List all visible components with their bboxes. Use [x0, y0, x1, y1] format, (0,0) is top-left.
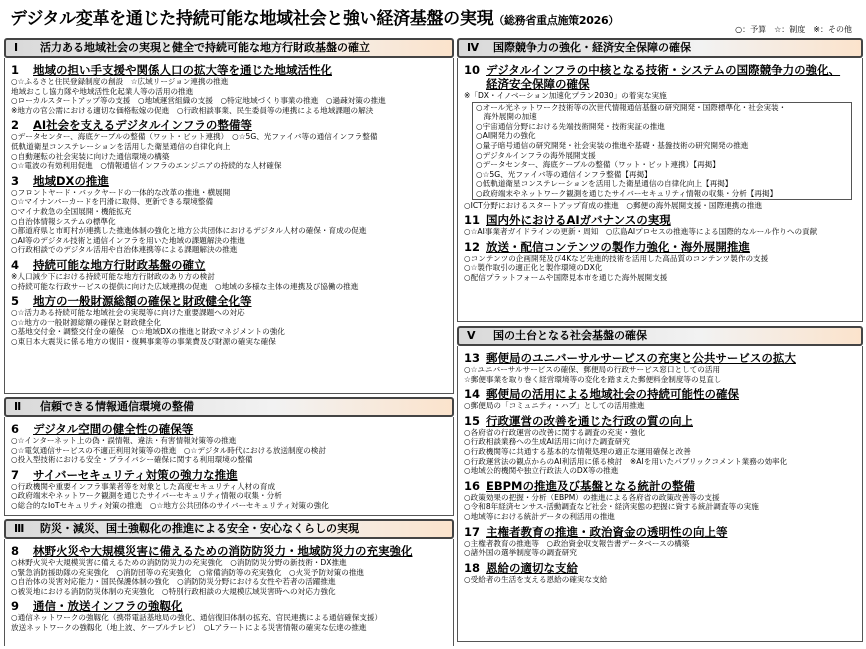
- topic-18-num: 18: [464, 560, 481, 575]
- topic-17-num: 17: [464, 524, 481, 539]
- topic-5-num: 5: [11, 294, 20, 309]
- section-1-num: Ⅰ: [14, 41, 19, 54]
- section-4: [457, 38, 863, 322]
- topic-4-title: 持続可能な地方行財政基盤の確立: [33, 257, 206, 272]
- list-item: ○マイナ救急の全国展開・機能拡充: [11, 206, 132, 216]
- list-item: ○☆インターネット上の偽・誤情報、違法・有害情報対策等の推進: [11, 436, 237, 445]
- section-3-label: 防災・減災、国土強靱化の推進による安全・安心なくらしの実現: [40, 522, 359, 535]
- list-item: ○低軌道衛星コンステレーションを活用した衛星通信の自律化向上【再掲】: [476, 179, 733, 189]
- topic-11-title: 国内外におけるAIガバナンスの実現: [486, 213, 671, 228]
- topic-18-title: 恩給の適切な支給: [486, 560, 578, 575]
- topic-13-title: 郵便局のユニバーサルサービスの充実と公共サービスの拡大: [486, 351, 796, 365]
- list-item: ○諸外国の選挙制度等の調査研究: [464, 548, 577, 558]
- list-item: ○行政機関や重要インフラ事業者等を対象とした高度セキュリティ人材の育成: [11, 481, 276, 491]
- topic-17-title: 主権者教育の推進・政治資金の透明性の向上等: [486, 524, 728, 539]
- topic-10-boxed-items: [472, 102, 852, 200]
- topic-5-items: [11, 308, 449, 346]
- topic-1-heading: [11, 63, 449, 77]
- list-item: 海外展開の加速: [476, 112, 537, 122]
- list-item: ○☆電気通信サービスの不適正利用対策等の推進 ○☆デジタル時代における放送制度の検討: [11, 445, 326, 455]
- list-item: ○オール光ネットワーク技術等の次世代情報通信基盤の研究開発・国際標準化・社会実装・: [476, 102, 787, 112]
- list-item: ○☆AI事業者ガイドラインの更新・周知 ○広島AIプロセスの推進等による国際的なルール作りへの貢献: [464, 227, 818, 237]
- section-1-body: [4, 58, 454, 394]
- topic-6-heading: [11, 422, 449, 436]
- topic-11-heading: [464, 213, 858, 227]
- list-item: ○林野火災や大規模災害に備えるための消防防災力の充実強化 ○消防防災分野の新技術・DX推進: [11, 558, 347, 567]
- list-item: ○政策効果の把握・分析（EBPM）の推進による各府省の政策改善等の支援: [464, 492, 720, 502]
- section-3: [4, 519, 454, 646]
- list-item: ※地方の官公需における適切な価格転嫁の促進 ○行政相談事業、民生委員等の連携による地域課題の解決: [11, 105, 374, 115]
- section-2: [4, 397, 454, 516]
- section-2-num: Ⅱ: [14, 400, 22, 413]
- topic-9-title: 通信・放送インフラの強靱化: [33, 599, 183, 614]
- topic-2-heading: [11, 118, 449, 132]
- topic-16-heading: [464, 479, 858, 493]
- list-item: ☆郵便事業を取り巻く経営環境等の変化を踏まえた郵便料金制度等の見直し: [464, 374, 722, 384]
- list-item: ○ICT分野におけるスタートアップ育成の推進 ○郵便の海外展開支援・国際連携の推進: [464, 200, 763, 210]
- topic-7-heading: [11, 468, 449, 482]
- topic-16-num: 16: [464, 478, 481, 493]
- topic-15-items: [464, 428, 858, 476]
- list-item: ○各府省の行政運営の改善に関する調査の充実・強化: [464, 427, 646, 437]
- list-item: ○データセンター、海底ケーブルの整備（ワット・ビット連携） ○☆5G、光ファイバ等の通信インフラ整備: [11, 132, 378, 142]
- topic-4-items: [11, 272, 449, 291]
- section-4-num: Ⅳ: [467, 41, 480, 54]
- topic-9-num: 9: [11, 599, 20, 614]
- topic-2-num: 2: [11, 118, 20, 133]
- topic-10-num: 10: [464, 63, 481, 77]
- list-item: ○☆ユニバーサルサービスの確保、郵便局の行政サービス窓口としての活用: [464, 365, 721, 374]
- topic-6-items: [11, 436, 449, 465]
- list-item: ○☆電波の有効利用促進 ○情報通信インフラのエンジニアの持続的な人材確保: [11, 161, 282, 171]
- list-item: ○行政相談でのデジタル活用や自治体連携等による課題解決の推進: [11, 245, 238, 255]
- list-item: ○☆ふるさと住民登録制度の創設 ☆広域リージョン連携の推進: [11, 77, 229, 86]
- section-5-num: Ⅴ: [467, 329, 476, 342]
- section-3-num: Ⅲ: [14, 522, 25, 535]
- topic-3-num: 3: [11, 173, 20, 188]
- topic-17-heading: [464, 525, 858, 539]
- topic-9-heading: [11, 599, 449, 613]
- topic-1-items: [11, 77, 449, 115]
- topic-13-heading: [464, 351, 858, 365]
- list-item: ○持続可能な行政サービスの提供に向けた広域連携の促進 ○地域の多様な主体の連携及び協働の推進: [11, 281, 359, 291]
- legend: ○：予算 ☆：制度 ※：その他: [735, 25, 852, 34]
- topic-1-num: 1: [11, 63, 20, 77]
- topic-7-items: [11, 482, 449, 511]
- topic-1-title: 地域の担い手支援や関係人口の拡大等を通じた地域活性化: [33, 63, 332, 77]
- topic-18-heading: [464, 561, 858, 575]
- topic-13-num: 13: [464, 351, 481, 365]
- title-sub: （総務省重点施策2026）: [493, 14, 619, 27]
- topic-5-title: 地方の一般財源総額の確保と財政健全化等: [33, 294, 252, 309]
- topic-14-items: [464, 401, 858, 411]
- topic-14-title: 郵便局の活用による地域社会の持続可能性の確保: [486, 387, 739, 402]
- list-item: ○☆製作取引の適正化と製作環境のDX化: [464, 263, 603, 273]
- topic-7-num: 7: [11, 467, 20, 482]
- section-5: [457, 326, 863, 642]
- list-item: 放送ネットワークの強靱化（地上波、ケーブルテレビ） ○Lアラートによる災害情報の確実な伝達の推進: [11, 622, 367, 632]
- topic-10-after-items: [464, 201, 858, 211]
- topic-14-heading: [464, 387, 858, 401]
- topic-4-num: 4: [11, 257, 20, 272]
- list-item: ○総合的なIoTセキュリティ対策の推進 ○☆地方公共団体のサイバーセキュリティ対策の強化: [11, 500, 329, 510]
- topic-8-items: [11, 558, 449, 596]
- section-2-header: [4, 397, 454, 417]
- page-title: [10, 4, 619, 29]
- section-4-label: 国際競争力の強化・経済安全保障の確保: [493, 41, 691, 54]
- topic-16-items: [464, 493, 858, 522]
- list-item: ○東日本大震災に係る地方の復旧・復興事業等の事業費及び財源の確実な確保: [11, 336, 276, 346]
- topic-11-items: [464, 227, 858, 237]
- list-item: ○被災地における消防防災体制の充実強化 ○特別行政相談の大規模広域災害時への対応力強化: [11, 586, 336, 596]
- list-item: ○郵便局の「コミュニティ・ハブ」としての活用推進: [464, 401, 645, 411]
- topic-12-heading: [464, 240, 858, 254]
- topic-6-num: 6: [11, 422, 20, 436]
- topic-12-items: [464, 254, 858, 283]
- topic-10-note: ※「DX・イノベーション加速化プラン2030」の着実な実施: [464, 91, 667, 100]
- list-item: ○☆活力ある持続可能な地域社会の実現等に向けた重要課題への対応: [11, 308, 245, 318]
- topic-17-items: [464, 539, 858, 558]
- list-item: ○受給者の生活を支える恩給の確実な支給: [464, 574, 608, 584]
- topic-10-title-line2: 経済安全保障の確保: [486, 77, 590, 91]
- list-item: ○政府端末やネットワーク観測を通じたサイバーセキュリティ情報の収集・分析【再掲】: [476, 188, 778, 198]
- list-item: ○自治体の災害対応能力・国民保護体制の強化 ○消防防災分野における女性や若者の活躍推進: [11, 577, 336, 587]
- section-5-header: [457, 326, 863, 346]
- section-2-body: [4, 417, 454, 516]
- section-3-body: [4, 539, 454, 646]
- list-item: ○行政運営法の観点からのAI利活用に係る検討 ※AIを用いたパブリックコメント業務の効率化: [464, 456, 788, 466]
- section-5-label: 国の土台となる社会基盤の確保: [493, 329, 647, 342]
- topic-8-heading: [11, 544, 449, 558]
- section-4-header: [457, 38, 863, 58]
- list-item: ○行政相談業務への生成AI活用に向けた調査研究: [464, 437, 630, 447]
- section-3-header: [4, 519, 454, 539]
- topic-12-title: 放送・配信コンテンツの製作力強化・海外展開推進: [486, 239, 750, 254]
- list-item: ○データセンター、海底ケーブルの整備（ワット・ビット連携）【再掲】: [476, 160, 720, 170]
- right-column: [457, 38, 863, 646]
- topic-16-title: EBPMの推進及び基盤となる統計の整備: [486, 478, 695, 493]
- topic-15-heading: [464, 414, 858, 428]
- section-1-label: 活力ある地域社会の実現と健全で持続可能な地方行財政基盤の確立: [40, 41, 370, 54]
- topic-3-title: 地域DXの推進: [33, 173, 109, 188]
- list-item: ○フロントヤード・バックヤードの一体的な改革の推進・横展開: [11, 187, 231, 197]
- list-item: ○ローカルスタートアップ等の支援 ○地域運営組織の支援 ○特定地域づくり事業の推進 ○過疎対策の推進: [11, 96, 386, 106]
- list-item: ○投入型技術における安全・プライバシー確保に関する利用環境の整備: [11, 455, 253, 465]
- topic-13-items: [464, 365, 858, 384]
- left-column: [4, 38, 454, 646]
- topic-10-title: デジタルインフラの中核となる技術・システムの国際競争力の強化、: [486, 63, 841, 77]
- topic-4-heading: [11, 258, 449, 272]
- list-item: ○☆5G、光ファイバ等の通信インフラ整備【再掲】: [476, 169, 652, 179]
- list-item: ○政府端末やネットワーク観測を通じたサイバーセキュリティ情報の収集・分析: [11, 491, 282, 501]
- topic-15-title: 行政運営の改善を通じた行政の質の向上: [486, 413, 693, 428]
- topic-12-num: 12: [464, 239, 481, 254]
- list-item: ※人口減少下における持続可能な地方行財政のあり方の検討: [11, 271, 215, 281]
- topic-9-items: [11, 613, 449, 632]
- list-item: ○緊急消防援助隊の充実強化 ○消防団等の充実強化 ○常備消防等の充実強化 ○火災予防対策の推進: [11, 567, 365, 577]
- topic-8-title: 林野火災や大規模災害に備えるための消防防災力・地域防災力の充実強化: [33, 544, 413, 558]
- list-item: ○主権者教育の推進等 ○政治資金収支報告書データベースの構築: [464, 538, 690, 548]
- topic-14-num: 14: [464, 387, 481, 402]
- section-5-body: [457, 346, 863, 642]
- list-item: 地域おこし協力隊や地域活性化起業人等の活用の推進: [11, 86, 194, 96]
- list-item: ○宇宙通信分野における先端技術開発・技術実証の推進: [476, 121, 665, 131]
- list-item: 低軌道衛星コンステレーションを活用した衛星通信の自律化向上: [11, 141, 231, 151]
- list-item: ○行政機関等に共通する基本的な情報処理の適正な運用確保と改善: [464, 446, 691, 456]
- title-main: デジタル変革を通じた持続可能な地域社会と強い経済基盤の実現: [10, 9, 494, 29]
- topic-2-items: [11, 132, 449, 170]
- topic-11-num: 11: [464, 213, 481, 228]
- topic-6-title: デジタル空間の健全性の確保等: [33, 422, 194, 436]
- topic-15-num: 15: [464, 413, 481, 428]
- list-item: ○地域公的機関や独立行政法人のDX等の推進: [464, 466, 619, 476]
- list-item: ○☆地方の一般財源総額の確保と財政健全化: [11, 317, 162, 327]
- topic-5-heading: [11, 294, 449, 308]
- list-item: ○基地交付金・調整交付金の確保 ○☆地域DXの推進と財政マネジメントの強化: [11, 327, 285, 337]
- section-1-header: [4, 38, 454, 58]
- list-item: ○自動運転の社会実装に向けた通信環境の構築: [11, 151, 170, 161]
- topic-10-heading: [464, 63, 858, 77]
- list-item: ○AI等のデジタル技術と通信インフラを用いた地域の課題解決の推進: [11, 235, 245, 245]
- topic-3-items: [11, 188, 449, 255]
- list-item: ○デジタルインフラの海外展開支援: [476, 150, 596, 160]
- topic-3-heading: [11, 174, 449, 188]
- section-1: [4, 38, 454, 394]
- list-item: ○AI開発力の強化: [476, 131, 536, 141]
- list-item: ○通信ネットワークの強靱化（携帯電話基地局の強化、通信復旧体制の拡充、官民連携による通信確保支援）: [11, 613, 383, 623]
- list-item: ○地域等における統計データの利活用の推進: [464, 511, 615, 521]
- list-item: ○配信プラットフォームや国際見本市を通じた海外展開支援: [464, 272, 668, 282]
- list-item: ○☆マイナンバーカードを円滑に取得、更新できる環境整備: [11, 197, 214, 207]
- list-item: ○量子暗号通信の研究開発・社会実装の推進や基礎・基盤技術の研究開発の推進: [476, 140, 749, 150]
- list-item: ○都道府県と市町村が連携した推進体制の強化と地方公共団体におけるデジタル人材の確保・育成の促進: [11, 226, 367, 236]
- topic-8-num: 8: [11, 544, 20, 558]
- topic-18-items: [464, 575, 858, 585]
- list-item: ○コンテンツの企画開発及び4Kなど先進的技術を活用した高品質のコンテンツ製作の支援: [464, 253, 769, 263]
- topic-2-title: AI社会を支えるデジタルインフラの整備等: [33, 118, 252, 133]
- topic-7-title: サイバーセキュリティ対策の強力な推進: [33, 467, 238, 482]
- section-4-body: [457, 58, 863, 322]
- list-item: ○令和8年経済センサス-活動調査など社会・経済実態の把握に資する統計調査等の実施: [464, 502, 759, 512]
- list-item: ○自治体情報システムの標準化: [11, 216, 116, 226]
- section-2-label: 信頼できる情報通信環境の整備: [40, 400, 194, 413]
